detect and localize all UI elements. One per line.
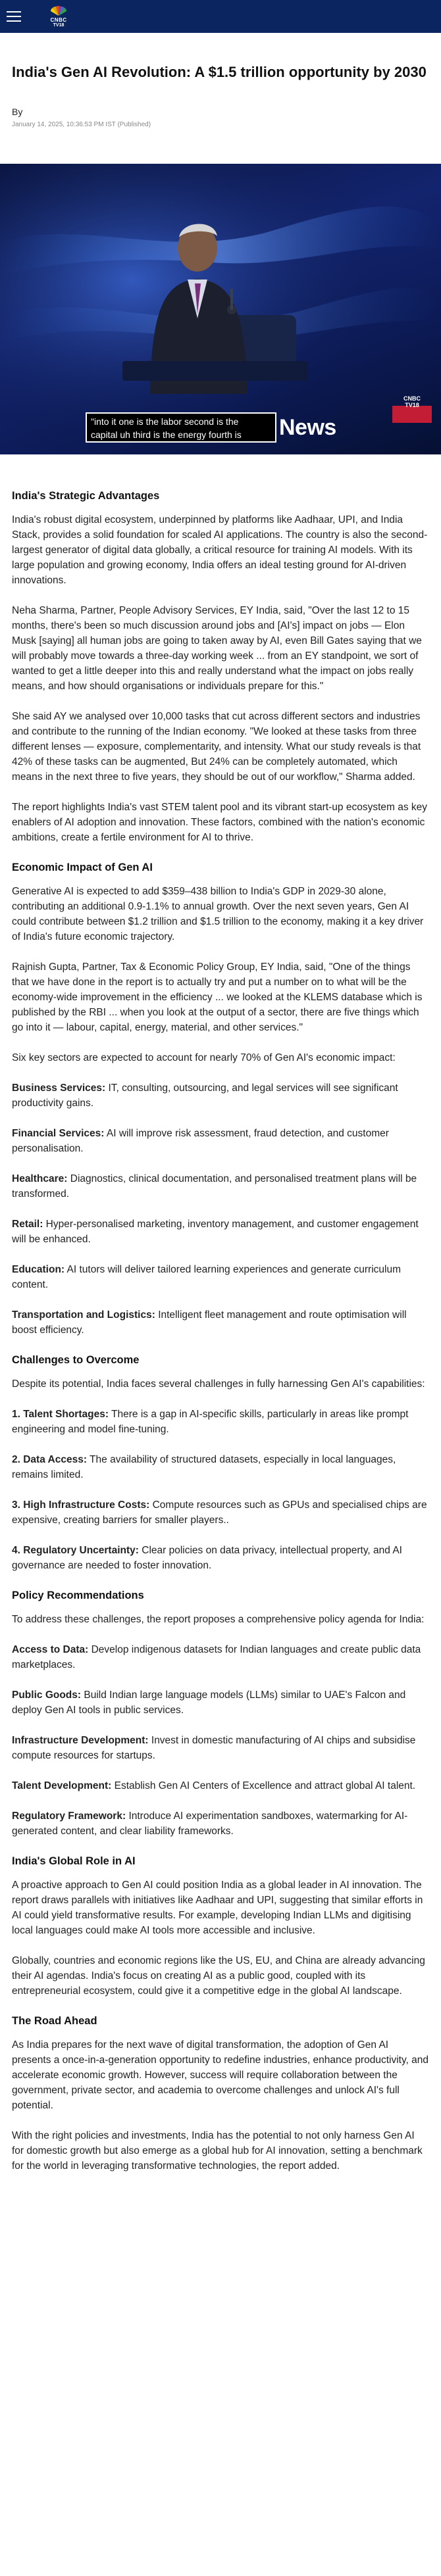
article-title: India's Gen AI Revolution: A $1.5 trillion opportunity by 2030 [12, 64, 427, 80]
labeled-paragraph [12, 1543, 429, 1573]
paragraph-label: Public Goods: [12, 1689, 82, 1701]
caption-line-2: capital uh third is the energy fourth is [91, 429, 242, 440]
channel-news-text: News [279, 415, 336, 440]
paragraph-label: 1. Talent Shortages: [12, 1409, 109, 1420]
article-body [0, 489, 441, 2174]
paragraph-text: Hyper-personalised marketing, inventory management, and customer engagement will be enhanced. [12, 1219, 419, 1245]
peacock-icon [49, 5, 68, 17]
paragraph: Despite its potential, India faces several challenges in fully harnessing Gen AI's capabilities: [12, 1378, 425, 1390]
paragraph-text: AI tutors will deliver tailored learning experiences and generate curriculum content. [12, 1264, 401, 1290]
video-caption [86, 412, 276, 443]
logo-subtext: TV18 [53, 22, 65, 28]
labeled-paragraph [12, 1081, 429, 1111]
paragraph-text: Clear policies on data privacy, intellectual property, and AI governance are needed to foster innovation. [12, 1545, 402, 1571]
paragraph: With the right policies and investments, India has the potential to not only harness Gen AI for domestic growth but also emerge as a global hub for AI innovation, setting a benchmark for the world in leveraging transformative technologies, the report added. [12, 2130, 423, 2172]
paragraph-text: Establish Gen AI Centers of Excellence and attract global AI talent. [111, 1780, 416, 1791]
paragraph-text: AI will improve risk assessment, fraud detection, and customer personalisation. [12, 1128, 389, 1154]
top-navigation-bar [0, 0, 441, 33]
section-heading: Policy Recommendations [12, 1590, 144, 1601]
cnbc-tv18-logo[interactable] [49, 5, 68, 28]
paragraph-text: Diagnostics, clinical documentation, and personalised treatment plans will be transformed. [12, 1173, 417, 1200]
paragraph-text: There is a gap in AI-specific skills, particularly in areas like prompt engineering and model fine-tuning. [12, 1409, 409, 1435]
paragraph: Globally, countries and economic regions like the US, EU, and China are already advancing their AI agendas. India's focus on creating AI as a public good, coupled with its entrepreneurial ecosystem, could give it a competitive edge in the global AI landscape. [12, 1955, 425, 1997]
paragraph: To address these challenges, the report proposes a comprehensive policy agenda for India: [12, 1614, 425, 1625]
paragraph: Generative AI is expected to add $359–438 billion to India's GDP in 2029-30 alone, contributing an additional 0.9-1.1% to annual growth. Over the next seven years, Gen AI could contribute between $1.2 trillion and $1.5 trillion to the economy, making it a key driver of India's future economic trajectory. [12, 886, 424, 942]
labeled-paragraph [12, 1171, 429, 1202]
paragraph-label: Business Services: [12, 1082, 106, 1094]
paragraph-label: Access to Data: [12, 1644, 89, 1655]
labeled-paragraph [12, 1688, 429, 1718]
paragraph-label: Transportation and Logistics: [12, 1309, 155, 1321]
paragraph: The report highlights India's vast STEM talent pool and its vibrant start-up ecosystem as key enablers of AI adoption and innovation. These factors, combined with the nation's economic ambitions, create a fertile environment for AI to thrive. [12, 802, 428, 843]
paragraph: A proactive approach to Gen AI could position India as a global leader in AI innovation. The report draws parallels with initiatives like Aadhaar and UPI, suggesting that similar efforts in AI could yield transformative results. For example, developing Indian LLMs and digitising local languages could make AI tools more accessible and inclusive. [12, 1880, 423, 1936]
paragraph-text: Invest in domestic manufacturing of AI chips and subsidise compute resources for startups. [12, 1735, 416, 1761]
section-heading: India's Strategic Advantages [12, 490, 160, 502]
labeled-paragraph [12, 1452, 429, 1482]
paragraph-text: Compute resources such as GPUs and specialised chips are expensive, creating barriers for smaller players.. [12, 1499, 427, 1526]
paragraph: Rajnish Gupta, Partner, Tax & Economic Policy Group, EY India, said, "One of the things that we have done in the report is to actually try and put a number on to what will be the economy-wide improvement in the efficiency ... we looked at the KLEMS database which is published by the RBI ... when you look at the output of a sector, there are five things which go into it — labour, capital, energy, material, and other services." [12, 961, 423, 1033]
paragraph-label: Infrastructure Development: [12, 1735, 149, 1746]
paragraph: Neha Sharma, Partner, People Advisory Services, EY India, said, "Over the last 12 to 15 months, there's been so much discussion around jobs and [AI's] impact on jobs — Elon Musk [saying] all human jobs are going to taken away by AI, even Bill Gates saying that we will probably move towards a three-day working week ... from an EY standpoint, we sort of wanted to get a little deeper into this and really understand what the impact on jobs really means, and how should organisations or individuals prepare for this." [12, 605, 422, 692]
article-header [0, 63, 441, 128]
channel-badge-top: CNBC [403, 395, 421, 402]
hero-scene-illustration [0, 164, 441, 454]
paragraph-label: 2. Data Access: [12, 1454, 88, 1465]
caption-line-1: "into it one is the labor second is the [91, 416, 239, 427]
labeled-paragraph [12, 1407, 429, 1437]
section-heading: Challenges to Overcome [12, 1354, 140, 1366]
paragraph-text: The availability of structured datasets, especially in local languages, remains limited. [12, 1454, 396, 1480]
paragraph: India's robust digital ecosystem, underpinned by platforms like Aadhaar, UPI, and India Stack, provides a solid foundation for scaled AI applications. The country is also the second-largest generator of digital data globally, a critical resource for training AI models. With its large population and growing economy, India offers an ideal testing ground for AI-driven innovations. [12, 514, 428, 586]
paragraph: Six key sectors are expected to account for nearly 70% of Gen AI's economic impact: [12, 1052, 396, 1063]
labeled-paragraph [12, 1262, 429, 1292]
paragraph: As India prepares for the next wave of digital transformation, the adoption of Gen AI presents a once-in-a-generation opportunity to redefine industries, enhance productivity, and accelerate economic growth. However, success will require collaboration between the government, private sector, and academia to overcome challenges and unlock AI's full potential. [12, 2039, 429, 2111]
paragraph-label: 4. Regulatory Uncertainty: [12, 1545, 139, 1556]
paragraph-text: Introduce AI experimentation sandboxes, watermarking for AI-generated content, and clear liability frameworks. [12, 1810, 408, 1837]
section-heading: The Road Ahead [12, 2015, 97, 2027]
section-heading: Economic Impact of Gen AI [12, 862, 153, 873]
publish-date: January 14, 2025, 10:36:53 PM IST (Published) [12, 121, 151, 128]
paragraph-text: Intelligent fleet management and route optimisation will boost efficiency. [12, 1309, 407, 1336]
paragraph-text: IT, consulting, outsourcing, and legal services will see significant productivity gains. [12, 1082, 398, 1109]
paragraph-label: Healthcare: [12, 1173, 68, 1184]
paragraph-label: Retail: [12, 1219, 43, 1230]
hero-video-frame[interactable] [0, 164, 441, 454]
labeled-paragraph [12, 1642, 429, 1672]
labeled-paragraph [12, 1809, 429, 1839]
labeled-paragraph [12, 1217, 429, 1247]
channel-badge [392, 395, 432, 408]
paragraph-label: 3. High Infrastructure Costs: [12, 1499, 150, 1511]
logo-text: CNBC [50, 16, 67, 23]
paragraph-label: Financial Services: [12, 1128, 105, 1139]
channel-badge-bottom: TV18 [405, 402, 419, 408]
paragraph-label: Regulatory Framework: [12, 1810, 126, 1822]
section-heading: India's Global Role in AI [12, 1855, 136, 1867]
labeled-paragraph [12, 1307, 429, 1338]
labeled-paragraph [12, 1497, 429, 1528]
hamburger-menu-icon[interactable] [7, 11, 21, 22]
labeled-paragraph [12, 1778, 429, 1793]
paragraph: She said AY we analysed over 10,000 tasks that cut across different sectors and industries and contribute to the running of the Indian economy. "We looked at these tasks from three different lenses — exposure, complementarity, and intensity. What our study reveals is that 42% of these tasks can be augmented, But 24% can be completely automated, which means in the next three to five years, they should be out of our workflow," Sharma added. [12, 711, 421, 783]
paragraph-text: Develop indigenous datasets for Indian languages and create public data marketplaces. [12, 1644, 421, 1670]
labeled-paragraph [12, 1126, 429, 1156]
paragraph-label: Education: [12, 1264, 65, 1275]
paragraph-label: Talent Development: [12, 1780, 112, 1791]
labeled-paragraph [12, 1733, 429, 1763]
byline: By [12, 107, 23, 117]
paragraph-text: Build Indian large language models (LLMs) similar to UAE's Falcon and deploy Gen AI tools in public services. [12, 1689, 406, 1716]
